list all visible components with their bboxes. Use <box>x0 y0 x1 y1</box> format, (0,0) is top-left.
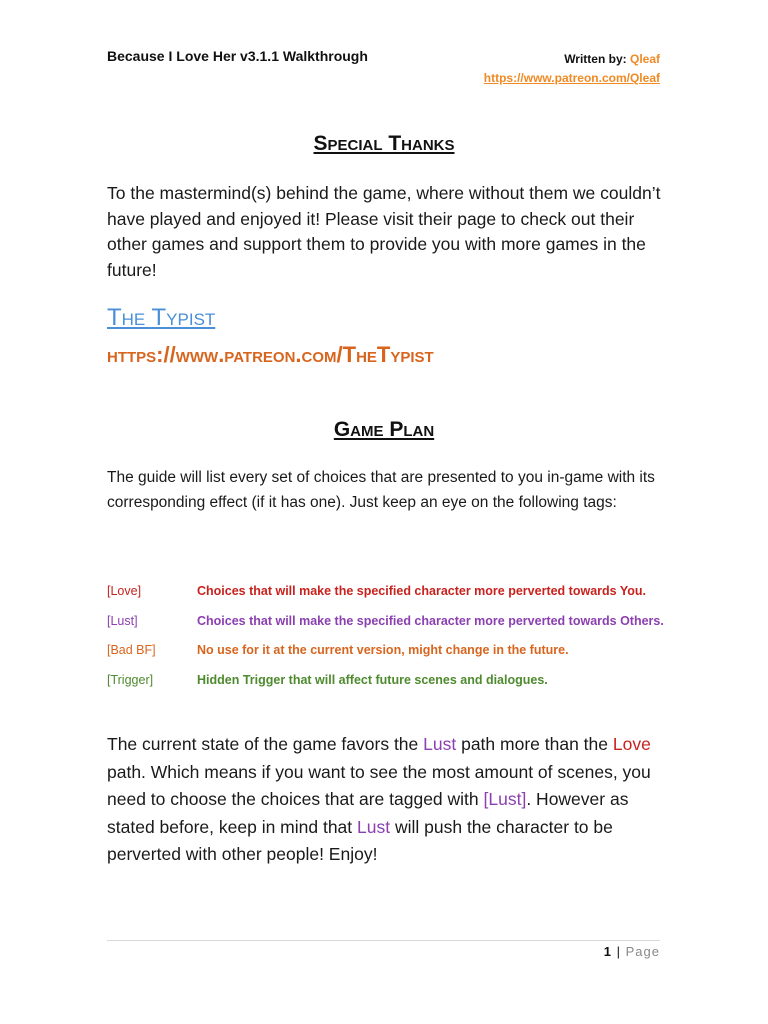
special-thanks-body: To the mastermind(s) behind the game, where without them we couldn’t have played and enjoyed it! Please visit their page to check out their other games and support them to provide you with more games in the future! <box>107 183 661 280</box>
tag-key: [Bad BF] <box>107 643 156 657</box>
author-patreon-link[interactable]: https://www.patreon.com/Qleaf <box>483 71 660 85</box>
page-word: Page <box>625 944 660 959</box>
tag-row-love <box>107 584 687 614</box>
tag-description: Choices that will make the specified character more perverted towards Others. <box>197 613 664 628</box>
closing-text: . However as stated before, keep in mind that <box>107 789 629 837</box>
love-highlight: Love <box>612 734 651 754</box>
special-thanks-heading: Special Thanks <box>313 132 455 155</box>
game-plan-heading: Game Plan <box>333 418 435 441</box>
written-by-label: Written by: <box>564 52 627 66</box>
tag-key: [Trigger] <box>107 672 154 687</box>
creator-name-link[interactable]: The Typist <box>107 304 216 331</box>
header-author-block <box>484 50 660 88</box>
game-plan-closing <box>107 731 667 869</box>
closing-text: will push the character to be perverted with other people! Enjoy! <box>107 816 613 864</box>
tag-row-lust <box>107 614 687 644</box>
closing-text: path. Which means if you want to see the most amount of scenes, you need to choose the choices that are tagged with <box>107 761 651 809</box>
page-number: 1 <box>603 944 612 959</box>
page-footer <box>604 944 660 959</box>
footer-divider <box>107 940 660 941</box>
tag-description: No use for it at the current version, might change in the future. <box>197 643 569 657</box>
creator-url[interactable]: https://www.patreon.com/TheTypist <box>107 342 434 367</box>
author-line <box>484 50 660 69</box>
closing-text: path more than the <box>456 734 613 754</box>
lust-highlight: Lust <box>357 816 391 837</box>
lust-tag-highlight: [Lust] <box>483 789 527 809</box>
page-separator: | <box>616 944 621 959</box>
tag-key: [Lust] <box>107 613 138 628</box>
document-header-title: Because I Love Her v3.1.1 Walkthrough <box>107 48 368 64</box>
tag-description: Hidden Trigger that will affect future scenes and dialogues. <box>197 672 548 687</box>
tag-row-trigger <box>107 673 687 703</box>
closing-text: The current state of the game favors the <box>107 734 424 754</box>
tag-legend <box>107 584 687 702</box>
game-plan-intro: The guide will list every set of choices that are presented to you in-game with its corresponding effect (if it has one). Just keep an eye on the following tags: <box>107 469 655 511</box>
author-name: Qleaf <box>629 52 660 66</box>
tag-row-bad-bf <box>107 643 687 673</box>
lust-highlight: Lust <box>423 734 457 754</box>
tag-key: [Love] <box>107 584 142 598</box>
tag-description: Choices that will make the specified character more perverted towards You. <box>197 584 646 598</box>
